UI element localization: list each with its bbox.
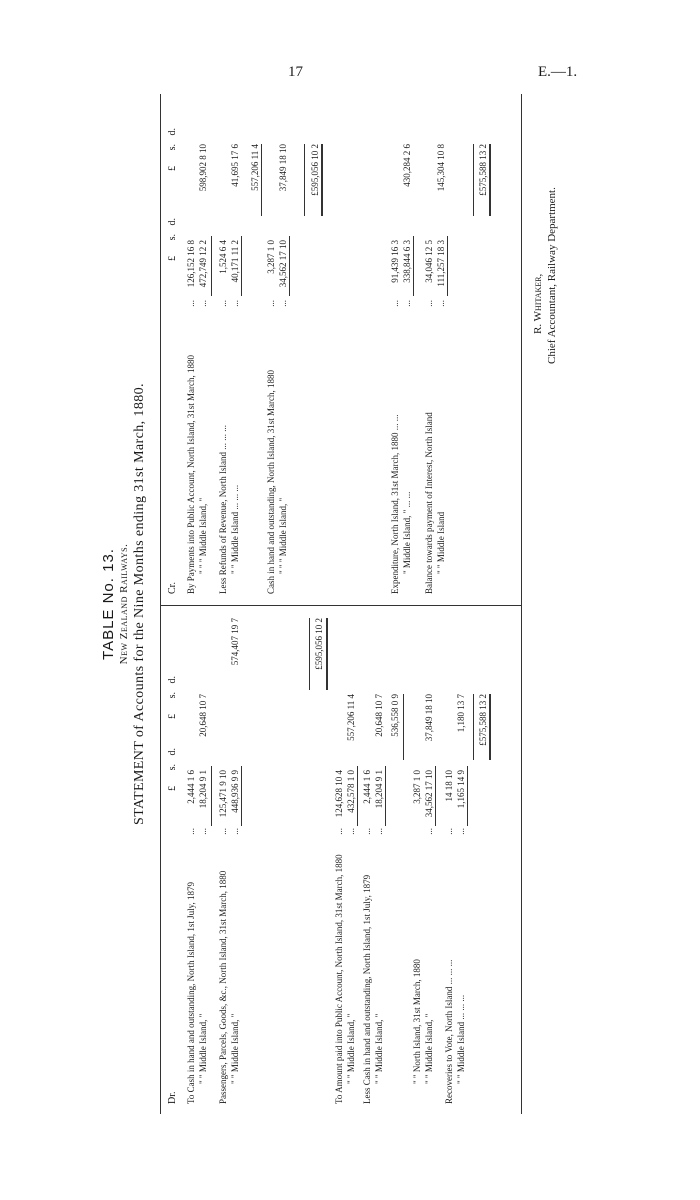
header-shillings: s. [167, 764, 178, 771]
row-description: " " Middle Island, " [374, 1013, 384, 1084]
table-row [443, 610, 455, 1110]
table-row [185, 96, 197, 600]
debit-side [161, 610, 521, 1110]
table-row [411, 610, 423, 1110]
rule-line [385, 766, 386, 826]
table-row [217, 96, 229, 600]
amount-col2: 145,304 10 8 [436, 144, 446, 192]
amount-col1: 3,287 1 0 [412, 770, 422, 804]
leader-dots: ... [374, 828, 384, 835]
amount-col1: 124,628 10 4 [334, 770, 344, 818]
header-pounds: £ [167, 256, 178, 261]
header-pence: d. [167, 748, 178, 756]
document-reference: E.—1. [538, 64, 578, 80]
signatory-title: Chief Accountant, Railway Department. [546, 187, 558, 364]
amount-col2: £595,056 10 2 [310, 144, 320, 196]
amount-col1: 14 18 10 [444, 770, 454, 802]
rule-line [241, 236, 242, 296]
leader-dots: ... [186, 828, 196, 835]
amount-col1: 111,257 18 3 [436, 240, 446, 287]
amount-col1: 126,152 16 8 [186, 240, 196, 288]
table-row [217, 610, 229, 1110]
header-shillings-2: s. [167, 144, 178, 151]
leader-dots: ... [266, 300, 276, 307]
amount-col2: 430,284 2 6 [402, 144, 412, 187]
amount-col1: 91,439 16 3 [390, 240, 400, 283]
table-number: TABLE No. 13. [100, 548, 117, 660]
header-pence-2: d. [167, 676, 178, 684]
leader-dots: ... [218, 300, 228, 307]
header-row [167, 96, 179, 600]
amount-col2: 536,558 0 9 [390, 694, 400, 737]
row-description: To Amount paid into Public Account, North Island, 31st March, 1880 [334, 854, 344, 1104]
amount-col2: 598,902 8 10 [198, 144, 208, 192]
table-row [477, 96, 489, 600]
table-row [277, 96, 289, 600]
row-description: " " Middle Island, " [198, 1013, 208, 1084]
rule-line [467, 766, 468, 826]
rule-line [211, 236, 212, 296]
rule-line [304, 144, 305, 216]
row-description: " " Middle Island ... ... ... [230, 484, 240, 574]
table-row [197, 610, 209, 1110]
rule-line [326, 618, 328, 690]
row-description: By Payments into Public Account, North Island, 31st March, 1880 [186, 355, 196, 594]
row-description: To Cash in hand and outstanding, North Island, 1st July, 1879 [186, 881, 196, 1104]
rule-line [473, 694, 474, 760]
side-label: Dr. [167, 1091, 178, 1104]
leader-dots: ... [390, 300, 400, 307]
table-subtitle: New Zealand Railways. [118, 543, 130, 665]
header-pence: d. [167, 218, 178, 226]
row-description: Passengers, Parcels, Goods, &c., North Island, 31st March, 1880 [218, 870, 228, 1104]
table-row [455, 610, 467, 1110]
rule-line [435, 766, 436, 826]
row-description: " " Middle Island, " [230, 1013, 240, 1084]
amount-col2: 1,180 13 7 [456, 694, 466, 733]
row-description: Expenditure, North Island, 31st March, 1880 ... ... [390, 414, 400, 594]
table-row [345, 610, 357, 1110]
amount-col1: 18,204 9 1 [198, 770, 208, 809]
row-description: Less Cash in hand and outstanding, North Island, 1st July, 1879 [362, 874, 372, 1104]
table-row [229, 610, 241, 1110]
table-row [423, 610, 435, 1110]
page-number: 17 [288, 64, 303, 80]
amount-col1: 2,444 1 6 [362, 770, 372, 804]
header-pence-2: d. [167, 128, 178, 136]
leader-dots: ... [424, 300, 434, 307]
signatory-name: R. Whitaker, [532, 273, 544, 334]
leader-dots: ... [424, 828, 434, 835]
amount-col1: 34,562 17 10 [278, 240, 288, 288]
leader-dots: ... [230, 828, 240, 835]
header-shillings-2: s. [167, 692, 178, 699]
leader-dots: ... [230, 300, 240, 307]
header-pounds-2: £ [167, 714, 178, 719]
row-description: " " " Middle Island, " [278, 497, 288, 574]
row-description: Less Refunds of Revenue, North Island ... ... ... [218, 425, 228, 594]
table-row [197, 96, 209, 600]
leader-dots: ... [218, 828, 228, 835]
amount-col2: 557,206 11 4 [250, 144, 260, 191]
header-shillings: s. [167, 234, 178, 241]
leader-dots: ... [402, 300, 412, 307]
amount-col2: £575,588 13 2 [478, 144, 488, 196]
table-title: STATEMENT of Accounts for the Nine Months ending 31st March, 1880. [132, 383, 147, 825]
amount-col2: 37,849 18 10 [424, 694, 434, 742]
rule-line [211, 766, 212, 826]
amount-col3: 574,407 19 7 [230, 618, 240, 666]
row-description: Recoveries to Vote, North Island ... ... ... [444, 959, 454, 1104]
amount-col2: 37,849 18 10 [278, 144, 288, 192]
amount-col1: 18,204 9 1 [374, 770, 384, 809]
amount-col1: 1,524 6 4 [218, 240, 228, 274]
amount-col1: 40,171 11 2 [230, 240, 240, 283]
table-row [373, 610, 385, 1110]
amount-col1: 338,844 6 3 [402, 240, 412, 283]
table-row [477, 610, 489, 1110]
header-row [167, 610, 179, 1110]
amount-col1: 448,936 9 9 [230, 770, 240, 813]
row-description: " " North Island, 31st March, 1880 [412, 959, 422, 1084]
leader-dots: ... [346, 828, 356, 835]
rule-line [261, 144, 262, 216]
leader-dots: ... [278, 300, 288, 307]
table-row [249, 96, 261, 600]
table-row [265, 96, 277, 600]
rule-line [489, 694, 491, 760]
amount-col1: 34,562 17 10 [424, 770, 434, 818]
rule-line [473, 144, 474, 216]
table-row [361, 610, 373, 1110]
table-row [435, 96, 447, 600]
rotated-table-page [100, 94, 560, 1114]
leader-dots: ... [362, 828, 372, 835]
rule-line [403, 694, 404, 760]
row-description: " Middle Island, " ... ... [402, 491, 412, 574]
leader-dots: ... [444, 828, 454, 835]
accounts-table [160, 94, 522, 1114]
rule-line [413, 236, 414, 296]
amount-col2: 41,695 17 6 [230, 144, 240, 187]
leader-dots: ... [198, 300, 208, 307]
amount-col1: 432,578 1 0 [346, 770, 356, 813]
credit-side [161, 96, 521, 600]
table-row [313, 610, 325, 1110]
table-row [389, 96, 401, 600]
amount-col1: 3,287 1 0 [266, 240, 276, 274]
row-description: " " Middle Island, " [424, 1013, 434, 1084]
table-row [389, 610, 401, 1110]
row-description: Cash in hand and outstanding, North Island, 31st March, 1880 [266, 370, 276, 594]
row-description: " " Middle Island, " [346, 1013, 356, 1084]
amount-col1: 125,471 9 10 [218, 770, 228, 818]
side-label: Cr. [167, 582, 178, 594]
row-description: " " " Middle Island, " [198, 497, 208, 574]
table-row [333, 610, 345, 1110]
header-pounds-2: £ [167, 166, 178, 171]
leader-dots: ... [186, 300, 196, 307]
leader-dots: ... [198, 828, 208, 835]
amount-col3: £595,056 10 2 [314, 618, 324, 670]
amount-col1: 1,165 14 9 [456, 770, 466, 809]
rule-line [309, 618, 310, 690]
table-row [185, 610, 197, 1110]
rule-line [447, 236, 448, 296]
table-row [229, 96, 241, 600]
amount-col2: 20,648 10 7 [198, 694, 208, 737]
rule-line [241, 766, 242, 826]
leader-dots: ... [334, 828, 344, 835]
amount-col2: 20,648 10 7 [374, 694, 384, 737]
table-row [423, 96, 435, 600]
leader-dots: ... [436, 300, 446, 307]
column-divider [161, 605, 521, 606]
rule-line [489, 144, 491, 216]
amount-col1: 34,046 12 5 [424, 240, 434, 283]
leader-dots: ... [456, 828, 466, 835]
amount-col2: £575,588 13 2 [478, 694, 488, 746]
row-description: " " Middle Island ... ... ... [456, 994, 466, 1084]
rule-line [289, 236, 290, 296]
table-row [309, 96, 321, 600]
table-row [401, 96, 413, 600]
rule-line [321, 144, 323, 216]
amount-col2: 557,206 11 4 [346, 694, 356, 741]
amount-col1: 2,444 1 6 [186, 770, 196, 804]
amount-col1: 472,749 12 2 [198, 240, 208, 288]
row-description: " " Middle Island [436, 511, 446, 574]
rule-line [357, 766, 358, 826]
header-pounds: £ [167, 786, 178, 791]
row-description: Balance towards payment of Interest, North Island [424, 412, 434, 594]
